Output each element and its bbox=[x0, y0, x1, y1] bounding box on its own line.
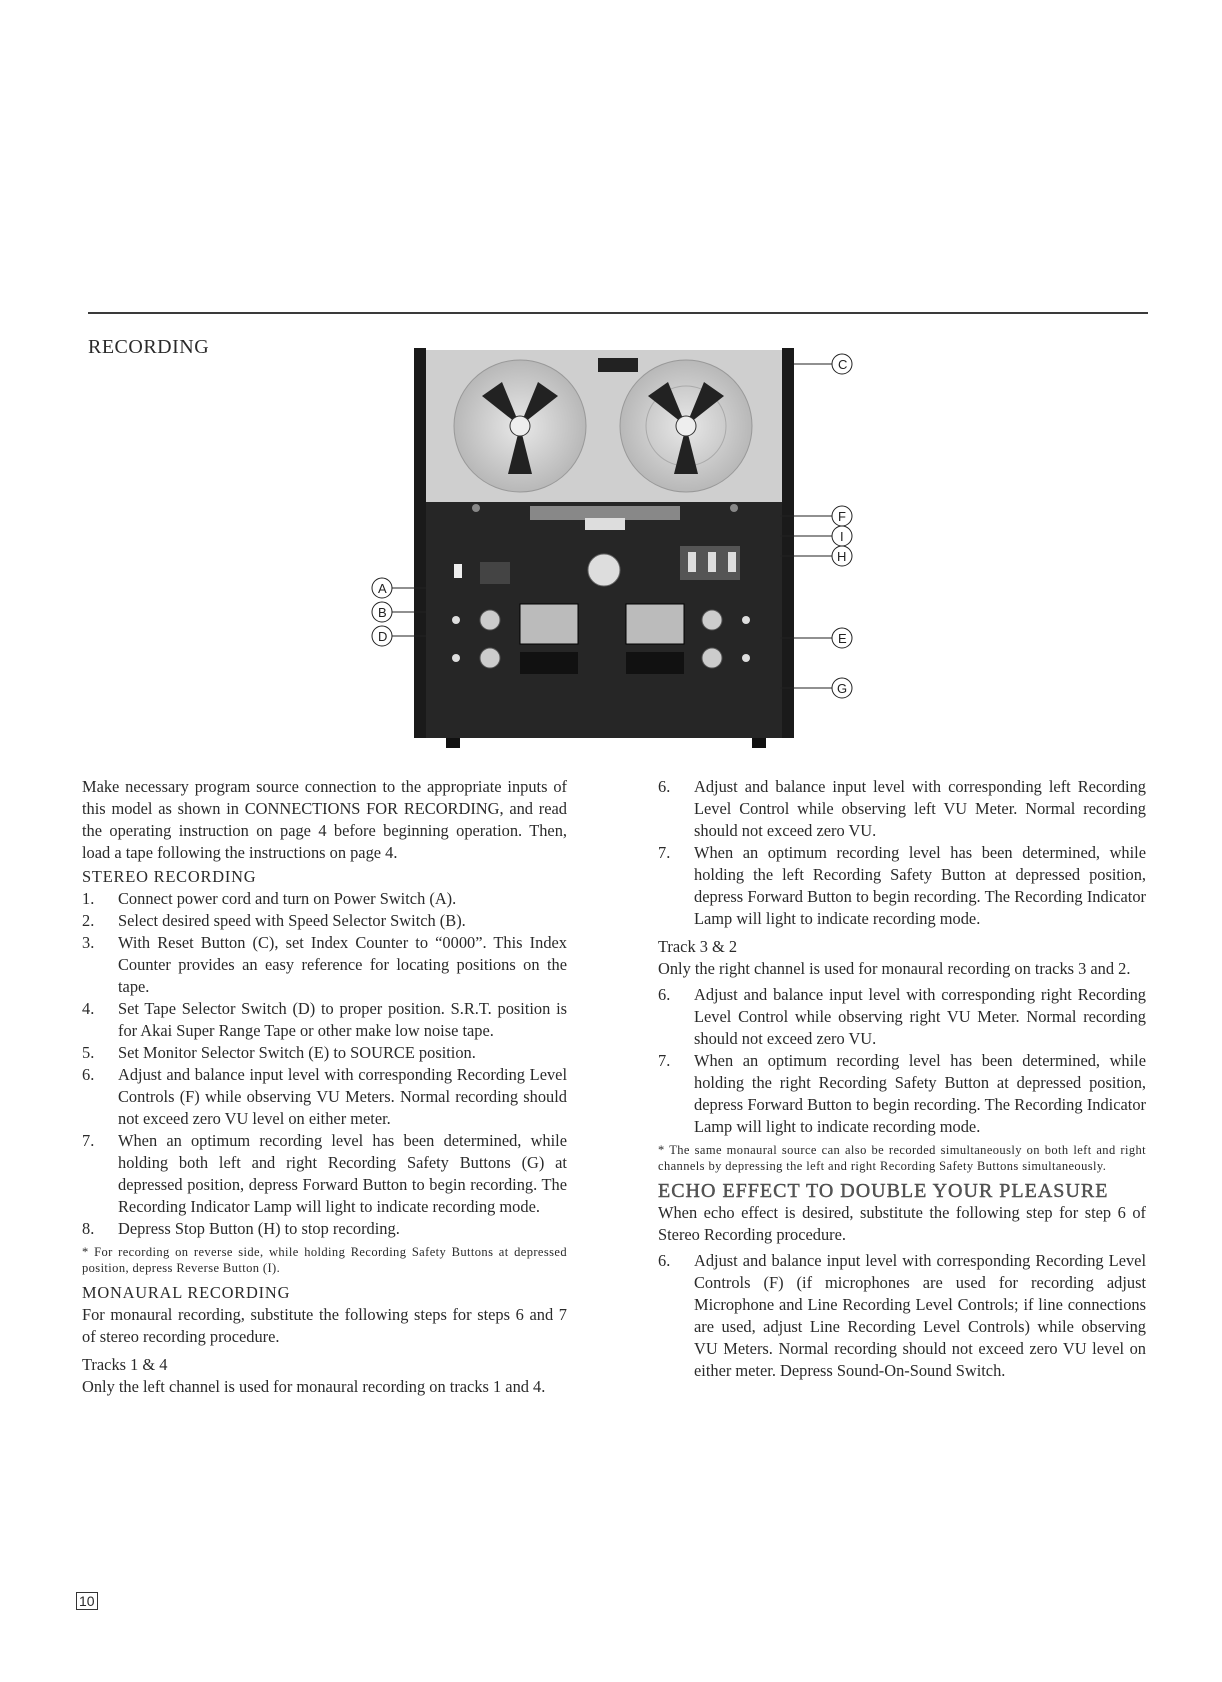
tape-deck-figure bbox=[370, 348, 880, 758]
monaural-intro: For monaural recording, substitute the following steps for steps 6 and 7 of stereo recording procedure. bbox=[82, 1305, 567, 1346]
track32-text: Only the right channel is used for monaural recording on tracks 3 and 2. bbox=[658, 959, 1131, 978]
page-number: 10 bbox=[76, 1592, 98, 1610]
stereo-steps bbox=[82, 888, 567, 1240]
callout-c bbox=[794, 354, 852, 374]
list-item: 6. Adjust and balance input level with corresponding Recording Level Controls (F) (if microphones are used for recording adjust Microphone and Line Recording Level Controls; if line connections are used, adjust Line Recording Level Controls) while observing VU Meters. Normal recording should not exceed zero VU level on either meter. Depress Sound-On-Sound Switch. bbox=[658, 1251, 1146, 1380]
left-column bbox=[82, 776, 567, 1398]
svg-text:B: B bbox=[378, 605, 387, 620]
list-item: 2. Select desired speed with Speed Selector Switch (B). bbox=[82, 911, 466, 930]
list-item: 5. Set Monitor Selector Switch (E) to SOURCE position. bbox=[82, 1043, 476, 1062]
svg-text:E: E bbox=[838, 631, 847, 646]
right-vu-meter bbox=[626, 604, 684, 644]
left-vu-meter bbox=[520, 604, 578, 644]
section-title: RECORDING bbox=[88, 336, 210, 358]
tracks14-text: Only the left channel is used for monaural recording on tracks 1 and 4. bbox=[82, 1377, 546, 1396]
top-rule bbox=[88, 312, 1148, 314]
list-item: 7. When an optimum recording level has been determined, while holding both left and right Recording Safety Buttons (G) at depressed position, depress Forward Button to begin recording. The Recording Indicator Lamp will light to indicate recording mode. bbox=[82, 1131, 567, 1216]
list-item: 7. When an optimum recording level has been determined, while holding the left Recording Safety Button at depressed position, depress Forward Button to begin recording. The Recording Indicator Lamp will light to indicate recording mode. bbox=[658, 843, 1146, 928]
right-column bbox=[658, 776, 1146, 1382]
list-item: 1. Connect power cord and turn on Power Switch (A). bbox=[82, 889, 457, 908]
list-item: 6. Adjust and balance input level with corresponding left Recording Level Control while observing left VU Meter. Normal recording should not exceed zero VU. bbox=[658, 777, 1146, 840]
list-item: 7. When an optimum recording level has been determined, while holding the right Recording Safety Button at depressed position, depress Forward Button to begin recording. The Recording Indicator Lamp will light to indicate recording mode. bbox=[658, 1051, 1146, 1136]
stereo-note: * For recording on reverse side, while holding Recording Safety Buttons at depressed position, depress Reverse Button (I). bbox=[82, 1245, 567, 1275]
stereo-heading: STEREO RECORDING bbox=[82, 867, 257, 886]
list-item: 6. Adjust and balance input level with corresponding right Recording Level Control while observing right VU Meter. Normal recording should not exceed zero VU. bbox=[658, 985, 1146, 1048]
svg-text:D: D bbox=[378, 629, 388, 644]
svg-text:H: H bbox=[837, 549, 847, 564]
svg-text:I: I bbox=[840, 529, 844, 544]
tracks14-heading: Tracks 1 & 4 bbox=[82, 1355, 168, 1374]
index-counter bbox=[598, 358, 638, 372]
svg-text:C: C bbox=[838, 357, 848, 372]
monaural-heading: MONAURAL RECORDING bbox=[82, 1283, 291, 1302]
svg-text:A: A bbox=[378, 581, 387, 596]
mono-note: * The same monaural source can also be recorded simultaneously on both left and right channels by depressing the left and right Recording Safety Buttons simultaneously. bbox=[658, 1143, 1146, 1173]
list-item: 6. Adjust and balance input level with corresponding Recording Level Controls (F) while observing VU Meters. Normal recording should not exceed zero VU level on either meter. bbox=[82, 1065, 567, 1128]
control-panel bbox=[426, 502, 782, 738]
list-item: 4. Set Tape Selector Switch (D) to proper position. S.R.T. position is for Akai Super Range Tape or other make low noise tape. bbox=[82, 999, 567, 1040]
echo-steps bbox=[658, 1250, 1146, 1382]
svg-text:F: F bbox=[838, 509, 846, 524]
mono-left-steps bbox=[658, 776, 1146, 930]
svg-text:G: G bbox=[837, 681, 848, 696]
track32-heading: Track 3 & 2 bbox=[658, 937, 738, 956]
echo-heading: ECHO EFFECT TO DOUBLE YOUR PLEASURE bbox=[658, 1180, 1109, 1202]
list-item: 8. Depress Stop Button (H) to stop recording. bbox=[82, 1219, 400, 1238]
intro-paragraph: Make necessary program source connection to the appropriate inputs of this model as shown in CONNECTIONS FOR RECORDING, and read the operating instruction on page 4 before beginning operation. Then, load a tape following the instructions on page 4. bbox=[82, 777, 567, 862]
list-item: 3. With Reset Button (C), set Index Counter to “0000”. This Index Counter provides an easy reference for locating positions on the tape. bbox=[82, 933, 567, 996]
mono-right-steps bbox=[658, 984, 1146, 1138]
echo-intro: When echo effect is desired, substitute the following step for step 6 of Stereo Recording procedure. bbox=[658, 1203, 1146, 1244]
